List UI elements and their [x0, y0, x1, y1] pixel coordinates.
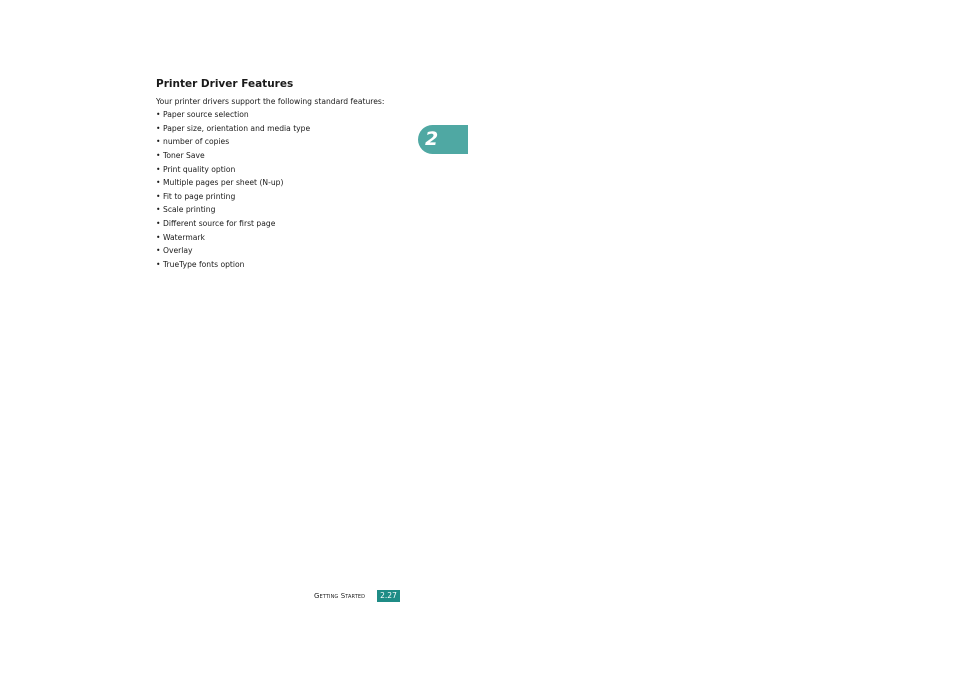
- feature-label: Multiple pages per sheet (N-up): [163, 178, 284, 188]
- page-number-badge: 2.27: [377, 590, 400, 602]
- list-item: [156, 109, 310, 123]
- feature-label: Paper source selection: [163, 110, 249, 119]
- bullet-icon: •: [156, 150, 161, 160]
- chapter-tab: [418, 125, 468, 154]
- list-item: [156, 177, 310, 191]
- bullet-icon: •: [156, 178, 161, 188]
- list-item: [156, 136, 310, 150]
- feature-label: Fit to page printing: [163, 191, 236, 201]
- list-item: [156, 218, 310, 232]
- bullet-icon: •: [156, 219, 161, 229]
- list-item: [156, 123, 310, 137]
- list-item: [156, 204, 310, 218]
- footer-section-label: Getting Started: [314, 592, 366, 600]
- list-item: [156, 150, 310, 164]
- bullet-icon: •: [156, 205, 161, 215]
- list-item: [156, 191, 310, 205]
- feature-label: number of copies: [163, 137, 230, 147]
- feature-label: TrueType fonts option: [163, 260, 245, 270]
- intro-text: Your printer drivers support the following standard features:: [156, 97, 385, 106]
- feature-label: Paper size, orientation and media type: [163, 123, 311, 133]
- feature-label: Toner Save: [163, 150, 205, 160]
- feature-label: Watermark: [163, 232, 205, 242]
- feature-label: Different source for first page: [163, 219, 276, 229]
- bullet-icon: •: [156, 191, 161, 201]
- bullet-icon: •: [156, 110, 161, 119]
- bullet-icon: •: [156, 260, 161, 270]
- list-item: [156, 164, 310, 178]
- section-title: Printer Driver Features: [156, 78, 294, 90]
- bullet-icon: •: [156, 232, 161, 242]
- list-item: [156, 232, 310, 246]
- feature-label: Overlay: [163, 246, 193, 256]
- bullet-icon: •: [156, 164, 161, 174]
- bullet-icon: •: [156, 246, 161, 256]
- list-item: [156, 245, 310, 259]
- bullet-icon: •: [156, 123, 161, 133]
- feature-list: [156, 109, 310, 273]
- list-item: [156, 259, 310, 273]
- feature-label: Scale printing: [163, 205, 216, 215]
- chapter-number: 2: [425, 128, 439, 150]
- bullet-icon: •: [156, 137, 161, 147]
- feature-label: Print quality option: [163, 164, 236, 174]
